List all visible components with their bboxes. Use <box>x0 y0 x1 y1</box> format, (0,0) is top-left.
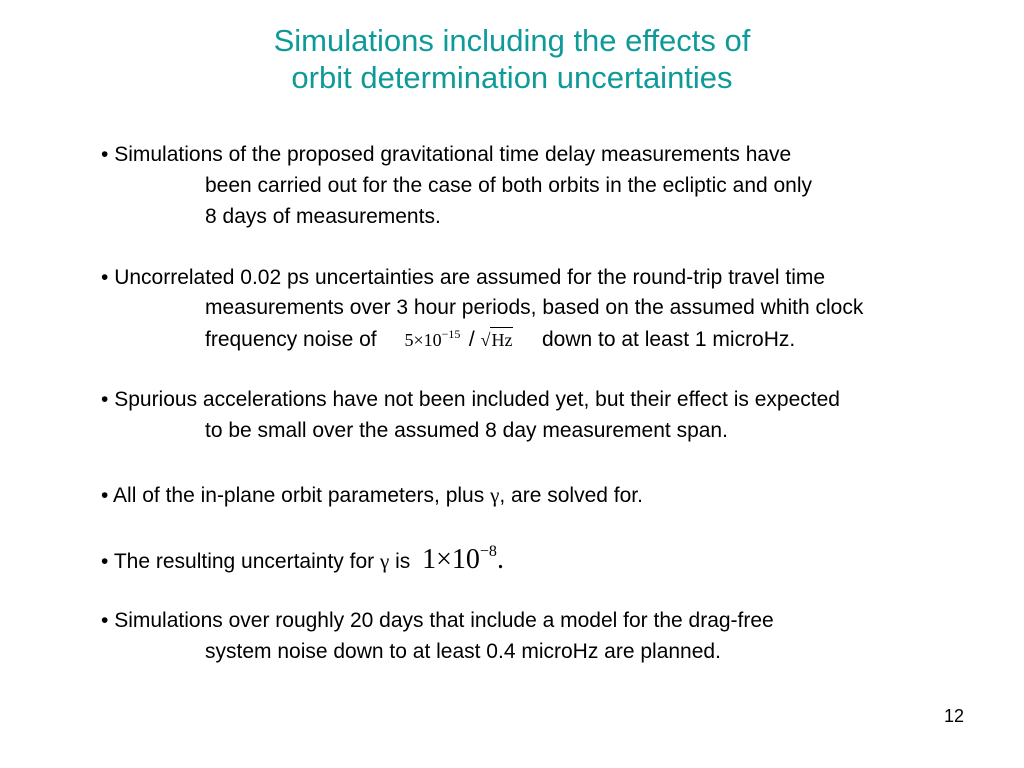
bullet-6-line-2: system noise down to at least 0.4 microHz are planned. <box>205 640 721 663</box>
title-line-1: Simulations including the effects of <box>273 23 751 58</box>
sqrt-symbol: √ <box>480 330 491 350</box>
bullet-marker: • <box>101 484 109 507</box>
bullet-4-suffix: , are solved for. <box>499 484 643 507</box>
bullet-1-line-1 <box>101 143 791 167</box>
value-exponent: −8 <box>479 543 497 560</box>
bullet-2-line-1 <box>101 266 825 290</box>
bullet-3-text: Spurious accelerations have not been included yet, but their effect is expected <box>114 388 840 411</box>
bullet-1-line-3: 8 days of measurements. <box>205 205 441 228</box>
bullet-6-line-1 <box>101 609 774 633</box>
bullet-marker: • <box>101 266 109 289</box>
bullet-5-line-1 <box>101 543 504 576</box>
bullet-marker: • <box>101 550 109 573</box>
bullet-1-line-2: been carried out for the case of both orbits in the ecliptic and only <box>205 174 813 197</box>
bullet-3-line-1 <box>101 388 840 412</box>
noise-mantissa: 5×10 <box>404 330 442 350</box>
sqrt-argument: Hz <box>490 327 513 352</box>
value-mantissa: 1×10 <box>422 544 480 575</box>
bullet-2-line-2: measurements over 3 hour periods, based on the assumed whith clock <box>205 296 864 319</box>
uncertainty-value <box>422 544 504 575</box>
sqrt-hz <box>481 330 518 350</box>
bullet-marker: • <box>101 609 109 632</box>
bullet-5-prefix: The resulting uncertainty for <box>113 550 375 573</box>
bullet-2-line-3 <box>205 327 795 354</box>
bullet-1-text: Simulations of the proposed gravitational time delay measurements have <box>114 143 792 166</box>
bullet-6-text: Simulations over roughly 20 days that include a model for the drag-free <box>114 609 774 632</box>
bullet-marker: • <box>101 143 109 166</box>
gamma-symbol: γ <box>379 549 390 573</box>
noise-exponent: −15 <box>441 327 461 341</box>
title-line-2: orbit determination uncertainties <box>291 60 733 95</box>
bullet-2-line-3-prefix: frequency noise of <box>205 328 377 351</box>
page-number: 12 <box>944 706 965 726</box>
slash: / <box>468 328 475 351</box>
bullet-4-prefix: All of the in-plane orbit parameters, plus <box>113 484 485 507</box>
bullet-marker: • <box>101 388 109 411</box>
bullet-2-line-3-suffix: down to at least 1 microHz. <box>541 328 796 351</box>
noise-formula <box>404 327 464 350</box>
bullet-4-line-1 <box>101 483 643 508</box>
value-period: . <box>496 544 504 575</box>
bullet-3-line-2: to be small over the assumed 8 day measurement span. <box>205 419 728 442</box>
bullet-5-is: is <box>395 550 411 573</box>
bullet-2-text: Uncorrelated 0.02 ps uncertainties are assumed for the round-trip travel time <box>114 266 826 289</box>
gamma-symbol: γ <box>490 483 500 507</box>
